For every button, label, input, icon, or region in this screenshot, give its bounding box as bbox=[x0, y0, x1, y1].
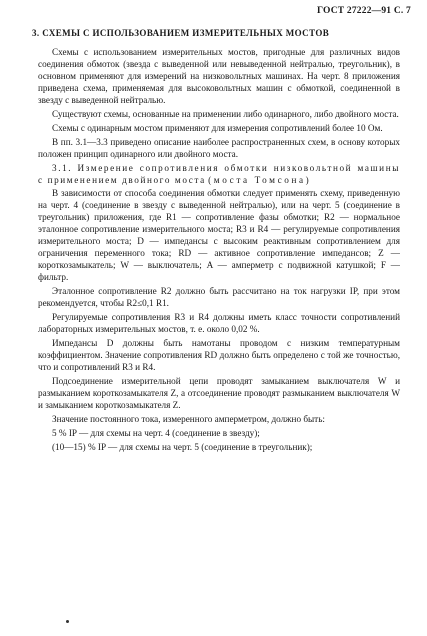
subsection-heading-main: 3.1. Измерение сопротивления обмотки низковольтной машины с применением двойного моста bbox=[38, 163, 400, 185]
page-mark bbox=[66, 620, 69, 623]
paragraph: В пп. 3.1—3.3 приведено описание наиболее распространенных схем, в основу которых положен принцип одинарного или двойного моста. bbox=[38, 137, 400, 159]
document-body bbox=[38, 46, 400, 455]
paragraph: 5 % IP — для схемы на черт. 4 (соединение в звезду); bbox=[52, 428, 260, 438]
section-title: 3. СХЕМЫ С ИСПОЛЬЗОВАНИЕМ ИЗМЕРИТЕЛЬНЫХ МОСТОВ bbox=[32, 28, 330, 38]
paragraph: Регулируемые сопротивления R3 и R4 должны иметь класс точности сопротивлений лабораторных измерительных мостов, т. е. около 0,02 %. bbox=[38, 312, 400, 334]
paragraph: Значение постоянного тока, измеренного амперметром, должно быть: bbox=[52, 414, 325, 424]
paragraph: Схемы с использованием измерительных мостов, пригодные для различных видов соединения обмоток (звезда с выведенной или невыведенной нейтралью, треугольник), в основном применяют для измерений на низковольтных машинах. На черт. 8 приложения приведена схема, применяемая для высоковольтных машин с обмоткой, соединенной в звезду с выведенной нейтралью. bbox=[38, 47, 400, 105]
paragraph: В зависимости от способа соединения обмотки следует применять схему, приведенную на черт. 4 (соединение в звезду с выведенной нейтралью), или на черт. 5 (соединение в треугольник) приложения, где R1 — сопротивление фазы обмотки; R2 — нормальное эталонное сопротивление измерительного моста; R3 и R4 — регулируемые сопротивления измерительного моста; D — импедансы с высоким реактивным сопротивлением для ограничения переменного тока; RD — активное сопротивление импедансов; Z — короткозамыкатель; W — выключатель; A — амперметр с подвижной катушкой; F — фильтр. bbox=[38, 188, 400, 282]
paragraph: Существуют схемы, основанные на применении либо одинарного, либо двойного моста. bbox=[52, 109, 399, 119]
subsection-heading-paren: (моста Томсона) bbox=[208, 175, 312, 185]
subsection-heading bbox=[38, 162, 400, 186]
paragraph: Схемы с одинарным мостом применяют для измерения сопротивлений более 10 Ом. bbox=[52, 123, 383, 133]
page-header: ГОСТ 27222—91 С. 7 bbox=[317, 6, 411, 16]
paragraph: Эталонное сопротивление R2 должно быть рассчитано на ток нагрузки IP, при этом рекомендуется, чтобы R2≤0,1 R1. bbox=[38, 286, 400, 308]
paragraph: (10—15) % IP — для схемы на черт. 5 (соединение в треугольник); bbox=[52, 442, 313, 452]
paragraph: Подсоединение измерительной цепи проводят замыканием выключателя W и размыканием короткозамыкателя Z, а отсоединение проводят размыканием выключателя W и замыканием короткозамыкателя Z. bbox=[38, 376, 400, 410]
paragraph: Импедансы D должны быть намотаны проводом с низким температурным коэффициентом. Значение сопротивления RD должно быть определено с той же точностью, что и сопротивлений R3 и R4. bbox=[38, 338, 400, 372]
